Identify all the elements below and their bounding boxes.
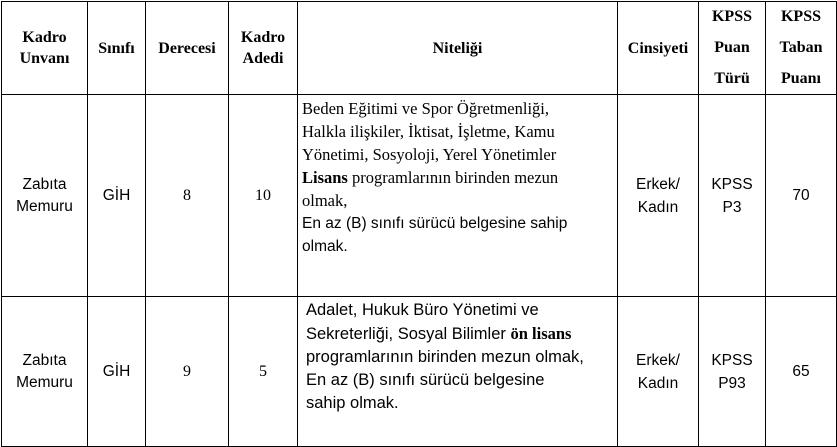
cell-puan-turu: KPSS P3 [699,95,766,297]
cell-taban-puan: 70 [766,95,837,297]
header-row [2,2,837,95]
cell-sinif: GİH [88,95,146,297]
cell-adet: 10 [229,95,298,297]
cell-puan-turu: KPSS P93 [699,297,766,447]
cell-nitelik: Adalet, Hukuk Büro Yönetimi ve Sekreterliği, Sosyal Bilimler ön lisans programlarının birinden mezun olmak, En az (B) sınıfı sürücü belgesine sahip olmak. [298,297,618,447]
header-niteligi: Niteliği [298,2,618,95]
cell-derece: 9 [146,297,229,447]
header-sinifi: Sınıfı [88,2,146,95]
cell-taban-puan: 65 [766,297,837,447]
cell-cinsiyet: Erkek/ Kadın [618,95,699,297]
cell-nitelik: Beden Eğitimi ve Spor Öğretmenliği, Halkla ilişkiler, İktisat, İşletme, Kamu Yönetimi, Sosyoloji, Yerel Yönetimler Lisans programlarının birinden mezun olmak, En az (B) sınıfı sürücü belgesine sahip olmak. [298,95,618,297]
cell-adet: 5 [229,297,298,447]
header-kpss-puan-turu: KPSS Puan Türü [699,2,766,95]
kadro-table [1,1,837,447]
cell-unvan: Zabıta Memuru [2,297,88,447]
header-kpss-taban-puani: KPSS Taban Puanı [766,2,837,95]
cell-sinif: GİH [88,297,146,447]
table-row [2,95,837,297]
header-derecesi: Derecesi [146,2,229,95]
table-row [2,297,837,447]
header-cinsiyeti: Cinsiyeti [618,2,699,95]
cell-cinsiyet: Erkek/ Kadın [618,297,699,447]
cell-derece: 8 [146,95,229,297]
cell-unvan: Zabıta Memuru [2,95,88,297]
header-kadro-unvani: Kadro Unvanı [2,2,88,95]
header-kadro-adedi: Kadro Adedi [229,2,298,95]
